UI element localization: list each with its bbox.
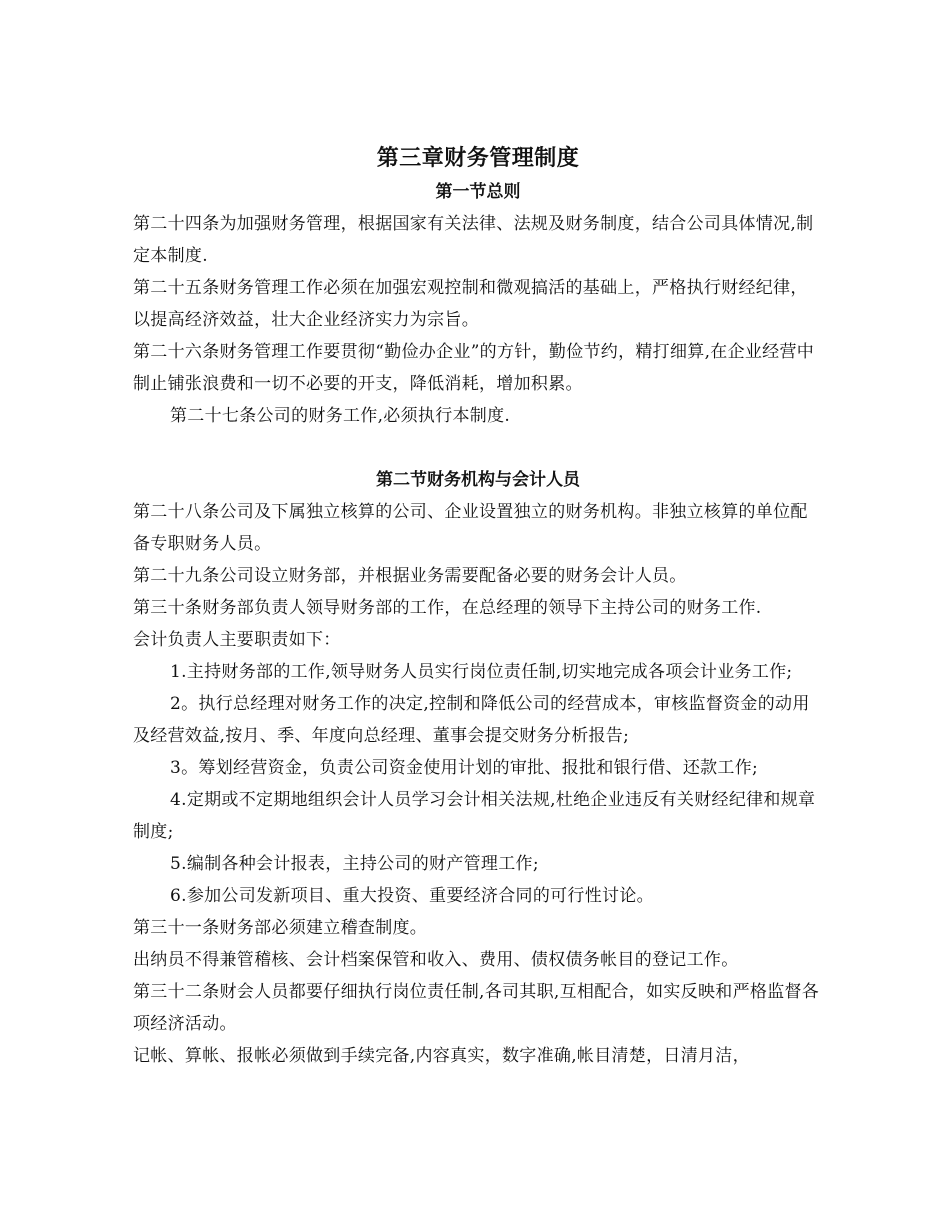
duty-item-1: 1.主持财务部的工作,领导财务人员实行岗位责任制,切实地完成各项会计业务工作; — [170, 662, 793, 682]
article-27: 第二十七条公司的财务工作,必须执行本制度. — [170, 406, 511, 426]
article-26: 第二十六条财务管理工作要贯彻“勤俭办企业”的方针，勤俭节约，精打细算,在企业经营中制止铺张浪费和一切不必要的开支，降低消耗，增加积累。 — [133, 342, 815, 394]
bookkeeping-rule: 记帐、算帐、报帐必须做到手续完备,内容真实，数字准确,帐目清楚，日清月洁， — [133, 1046, 750, 1066]
article-25: 第二十五条财务管理工作必须在加强宏观控制和微观搞活的基础上，严格执行财经纪律，以提高经济效益，壮大企业经济实力为宗旨。 — [133, 278, 808, 330]
chapter-title: 第三章财务管理制度 — [376, 145, 580, 171]
article-29: 第二十九条公司设立财务部，并根据业务需要配备必要的财务会计人员。 — [133, 566, 687, 586]
article-32: 第三十二条财会人员都要仔细执行岗位责任制,各司其职,互相配合，如实反映和严格监督各项经济活动。 — [133, 982, 820, 1034]
duty-item-3: 3。筹划经营资金，负责公司资金使用计划的审批、报批和银行借、还款工作; — [170, 758, 759, 778]
duty-item-6: 6.参加公司发新项目、重大投资、重要经济合同的可行性讨论。 — [170, 886, 654, 906]
article-24: 第二十四条为加强财务管理，根据国家有关法律、法规及财务制度，结合公司具体情况,制定本制度. — [133, 214, 814, 266]
section-title-general: 第一节总则 — [435, 182, 521, 202]
duty-item-5: 5.编制各种会计报表，主持公司的财产管理工作; — [170, 854, 539, 874]
duty-item-4: 4.定期或不定期地组织会计人员学习会计相关法规,杜绝企业违反有关财经纪律和规章制度; — [133, 790, 816, 842]
article-30: 第三十条财务部负责人领导财务部的工作，在总经理的领导下主持公司的财务工作. — [133, 598, 762, 618]
document-page — [133, 140, 823, 1072]
article-28: 第二十八条公司及下属独立核算的公司、企业设置独立的财务机构。非独立核算的单位配备专职财务人员。 — [133, 502, 808, 554]
article-31: 第三十一条财务部必须建立稽查制度。 — [133, 918, 428, 938]
section-title-finance-organization: 第二节财务机构与会计人员 — [376, 470, 580, 490]
duties-intro: 会计负责人主要职责如下： — [133, 630, 341, 650]
cashier-rule: 出纳员不得兼管稽核、会计档案保管和收入、费用、债权债务帐目的登记工作。 — [133, 950, 739, 970]
duty-item-2: 2。执行总经理对财务工作的决定,控制和降低公司的经营成本，审核监督资金的动用及经营效益,按月、季、年度向总经理、董事会提交财务分析报告; — [133, 694, 810, 746]
section-spacer — [133, 432, 823, 464]
